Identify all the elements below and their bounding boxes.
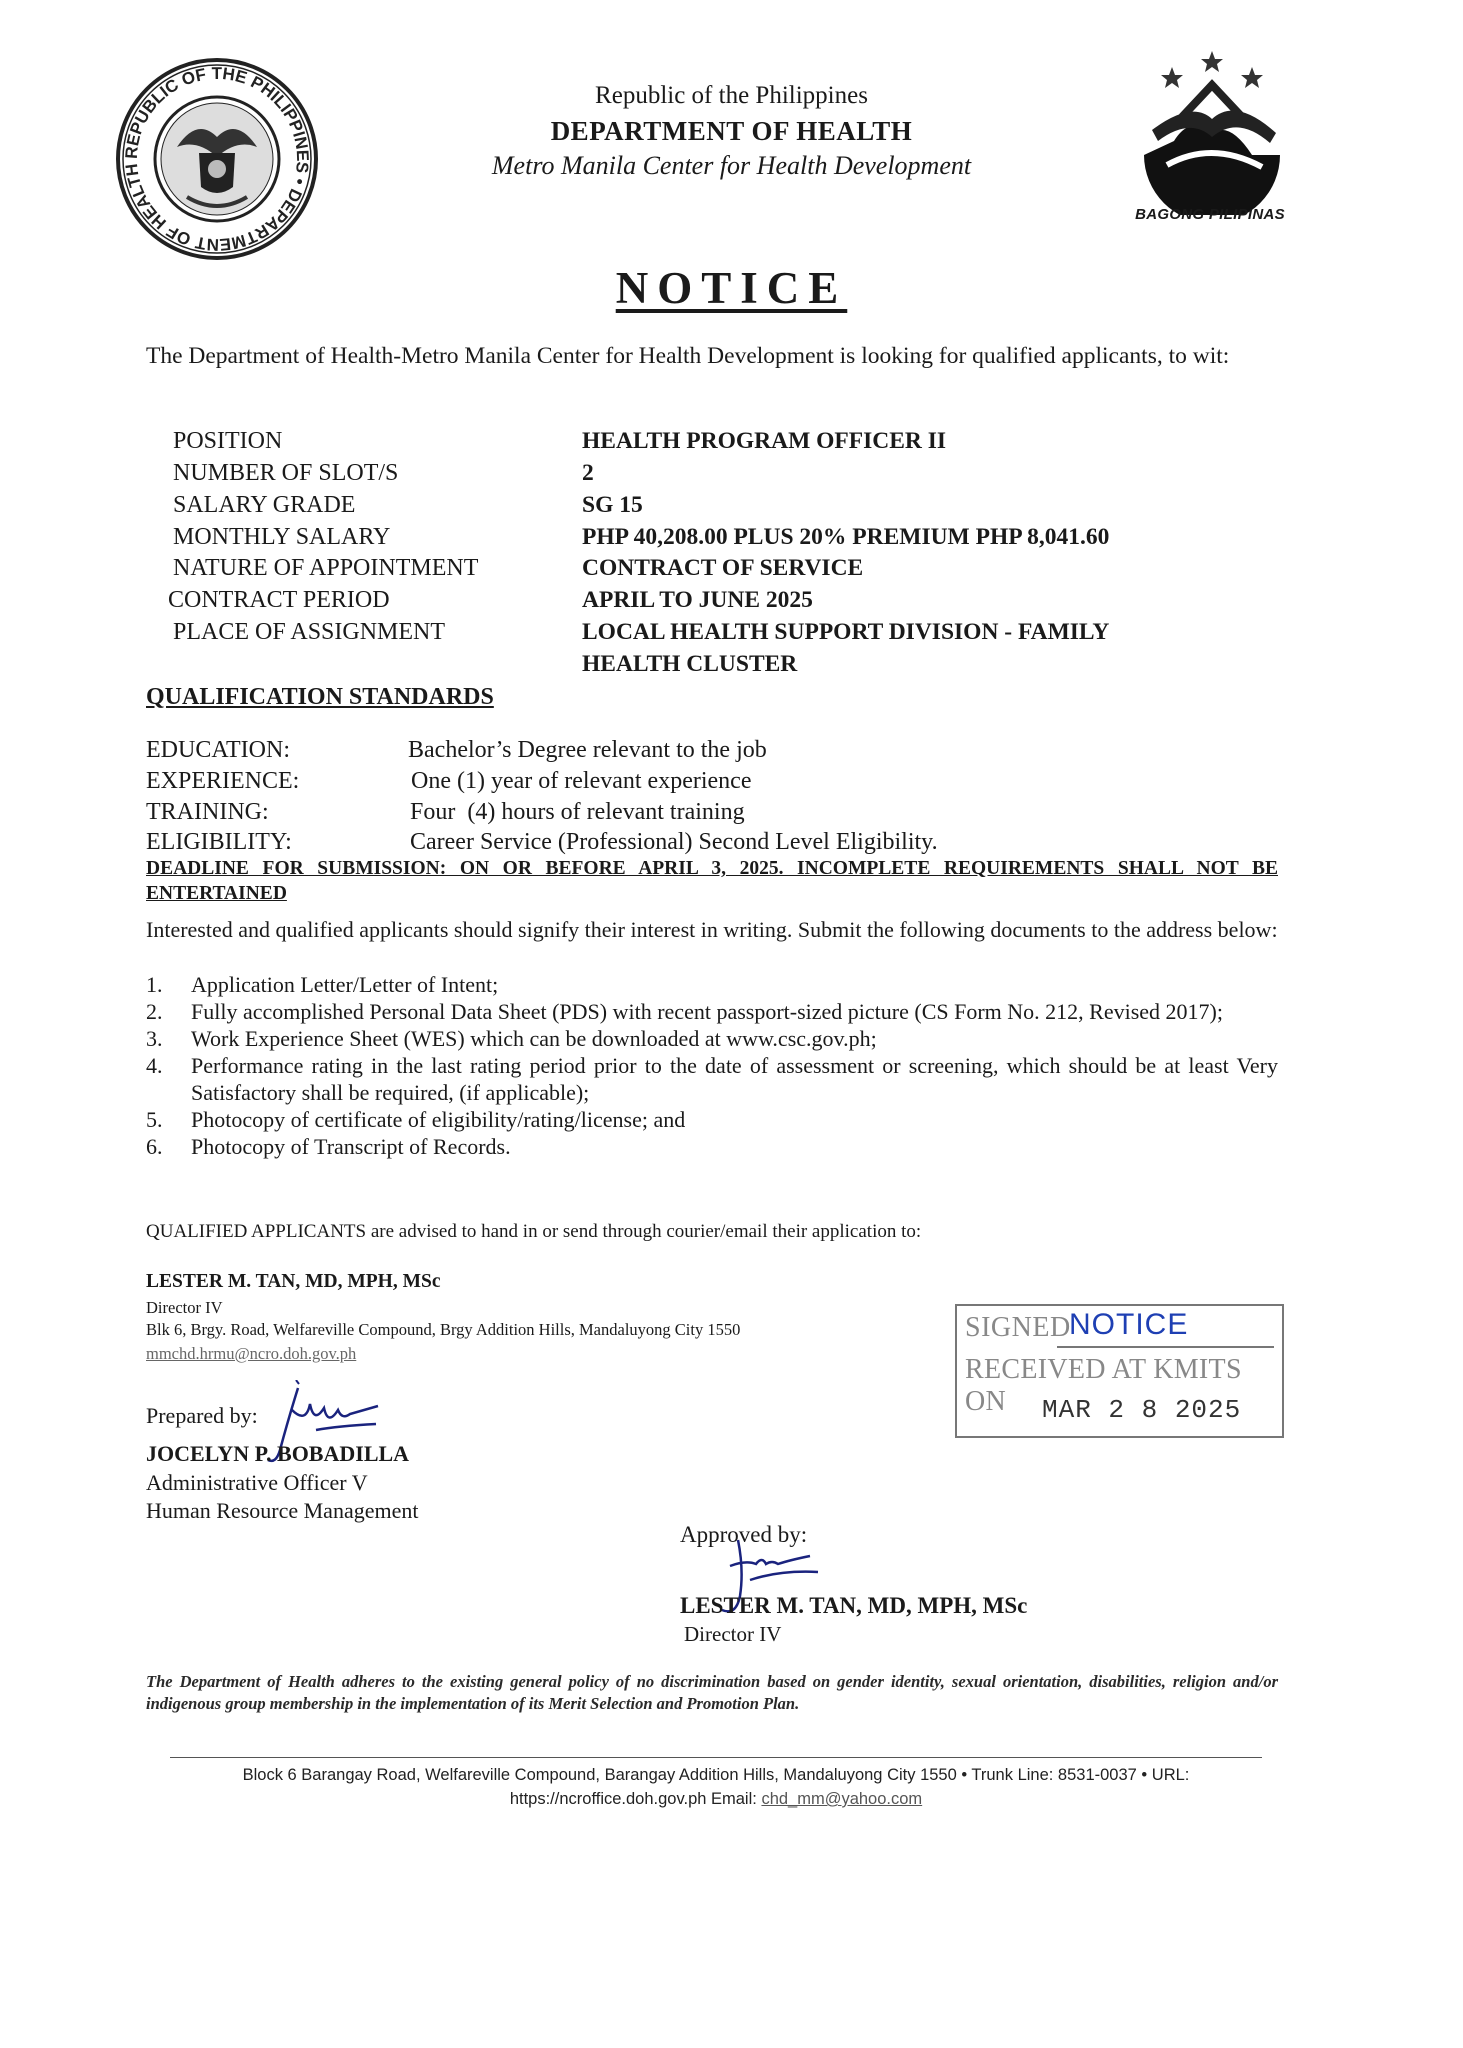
prepared-by-name: JOCELYN P. BOBADILLA xyxy=(146,1441,410,1466)
approved-by-name: LESTER M. TAN, MD, MPH, MSc xyxy=(680,1593,1028,1618)
list-item: 2. Fully accomplished Personal Data Sheet (PDS) with recent passport-sized picture (CS Form No. 212, Revised 2017); xyxy=(146,999,1223,1024)
position-label: POSITION xyxy=(173,428,283,454)
assignment-value: LOCAL HEALTH SUPPORT DIVISION - FAMILY xyxy=(582,619,1110,645)
list-item: 3. Work Experience Sheet (WES) which can be downloaded at www.csc.gov.ph; xyxy=(146,1026,877,1051)
received-stamp xyxy=(955,1304,1284,1438)
slots-value: 2 xyxy=(582,460,594,486)
monthly-salary-value: PHP 40,208.00 PLUS 20% PREMIUM PHP 8,041.60 xyxy=(582,524,1110,550)
training-value: Four (4) hours of relevant training xyxy=(410,799,745,825)
stamp-handwritten-notice: NOTICE xyxy=(1069,1308,1189,1341)
department-name: DEPARTMENT OF HEALTH xyxy=(550,116,913,146)
instructions-paragraph: Interested and qualified applicants should signify their interest in writing. Submit the following documents to the address below: xyxy=(146,917,1278,942)
contact-title: Director IV xyxy=(146,1298,223,1317)
slots-label: NUMBER OF SLOT/S xyxy=(173,460,399,486)
list-item: 4. Performance rating in the last rating period prior to the date of assessment or screening, which should be at least Very Satisfactory shall be required, (if applicable); xyxy=(146,1053,1278,1105)
salary-grade-value: SG 15 xyxy=(582,492,643,518)
education-label: EDUCATION: xyxy=(146,737,290,763)
assignment-label: PLACE OF ASSIGNMENT xyxy=(173,619,446,645)
stamp-received-label: RECEIVED AT KMITS ON xyxy=(965,1354,1242,1417)
approved-by-title: Director IV xyxy=(684,1622,782,1646)
experience-value: One (1) year of relevant experience xyxy=(411,768,752,794)
footer-url: https://ncroffice.doh.gov.ph Email: xyxy=(509,1790,762,1808)
prepared-by-office: Human Resource Management xyxy=(146,1498,419,1523)
bagong-pilipinas-text: BAGONG PILIPINAS xyxy=(1135,206,1285,223)
position-value: HEALTH PROGRAM OFFICER II xyxy=(582,428,947,454)
training-label: TRAINING: xyxy=(146,799,269,825)
contact-address: Blk 6, Brgy. Road, Welfareville Compound, Brgy Addition Hills, Mandaluyong City 1550 xyxy=(146,1320,741,1339)
center-name: Metro Manila Center for Health Development xyxy=(491,151,972,180)
contract-period-label: CONTRACT PERIOD xyxy=(168,587,390,613)
approved-by-label: Approved by: xyxy=(680,1522,808,1547)
requirements-list xyxy=(146,971,1278,1160)
prepared-by-label: Prepared by: xyxy=(146,1403,258,1428)
experience-label: EXPERIENCE: xyxy=(146,768,300,794)
list-item: 5. Photocopy of certificate of eligibility/rating/license; and xyxy=(146,1107,686,1132)
deadline-notice: DEADLINE FOR SUBMISSION: ON OR BEFORE APRIL 3, 2025. INCOMPLETE REQUIREMENTS SHALL NOT BE ENTERTAINED xyxy=(146,858,1278,904)
footer-email-link[interactable]: chd_mm@yahoo.com xyxy=(761,1790,923,1808)
footer xyxy=(170,1763,1262,1811)
republic-label: Republic of the Philippines xyxy=(595,82,868,109)
assignment-value-line2: HEALTH CLUSTER xyxy=(582,651,798,677)
stamp-date: MAR 2 8 2025 xyxy=(1042,1395,1242,1425)
list-item: 6. Photocopy of Transcript of Records. xyxy=(146,1134,511,1159)
education-value: Bachelor’s Degree relevant to the job xyxy=(408,737,767,763)
contract-period-value: APRIL TO JUNE 2025 xyxy=(582,587,813,613)
notice-title: NOTICE xyxy=(615,263,848,313)
salary-grade-label: SALARY GRADE xyxy=(173,492,356,518)
appointment-value: CONTRACT OF SERVICE xyxy=(582,555,864,581)
qualification-standards-title: QUALIFICATION STANDARDS xyxy=(146,684,494,710)
appointment-label: NATURE OF APPOINTMENT xyxy=(173,555,479,581)
non-discrimination-policy: The Department of Health adheres to the existing general policy of no discrimination based on gender identity, sexual orientation, disabilities, religion and/or indigenous group membership in the implementation of its Merit Selection and Promotion Plan. xyxy=(146,1672,1278,1713)
footer-address: Block 6 Barangay Road, Welfareville Compound, Barangay Addition Hills, Mandaluyong City 1550 • Trunk Line: 8531-0037 • URL: xyxy=(242,1766,1190,1784)
footer-divider xyxy=(170,1757,1262,1758)
contact-email-link[interactable]: mmchd.hrmu@ncro.doh.gov.ph xyxy=(146,1344,357,1363)
monthly-salary-label: MONTHLY SALARY xyxy=(173,524,391,550)
qualified-applicants-note: QUALIFIED APPLICANTS are advised to hand in or send through courier/email their application to: xyxy=(146,1221,922,1242)
seal-text: REPUBLIC OF THE PHILIPPINES • DEPARTMENT OF HEALTH xyxy=(121,63,313,255)
prepared-by-title: Administrative Officer V xyxy=(146,1470,368,1495)
eligibility-value: Career Service (Professional) Second Level Eligibility. xyxy=(410,829,938,855)
stamp-signed-label: SIGNED xyxy=(965,1312,1071,1343)
intro-paragraph: The Department of Health-Metro Manila Center for Health Development is looking for qualified applicants, to wit: xyxy=(146,343,1230,369)
list-item: 1. Application Letter/Letter of Intent; xyxy=(146,972,499,997)
footer-contact xyxy=(170,1787,1262,1811)
contact-name: LESTER M. TAN, MD, MPH, MSc xyxy=(146,1271,441,1292)
eligibility-label: ELIGIBILITY: xyxy=(146,829,292,855)
